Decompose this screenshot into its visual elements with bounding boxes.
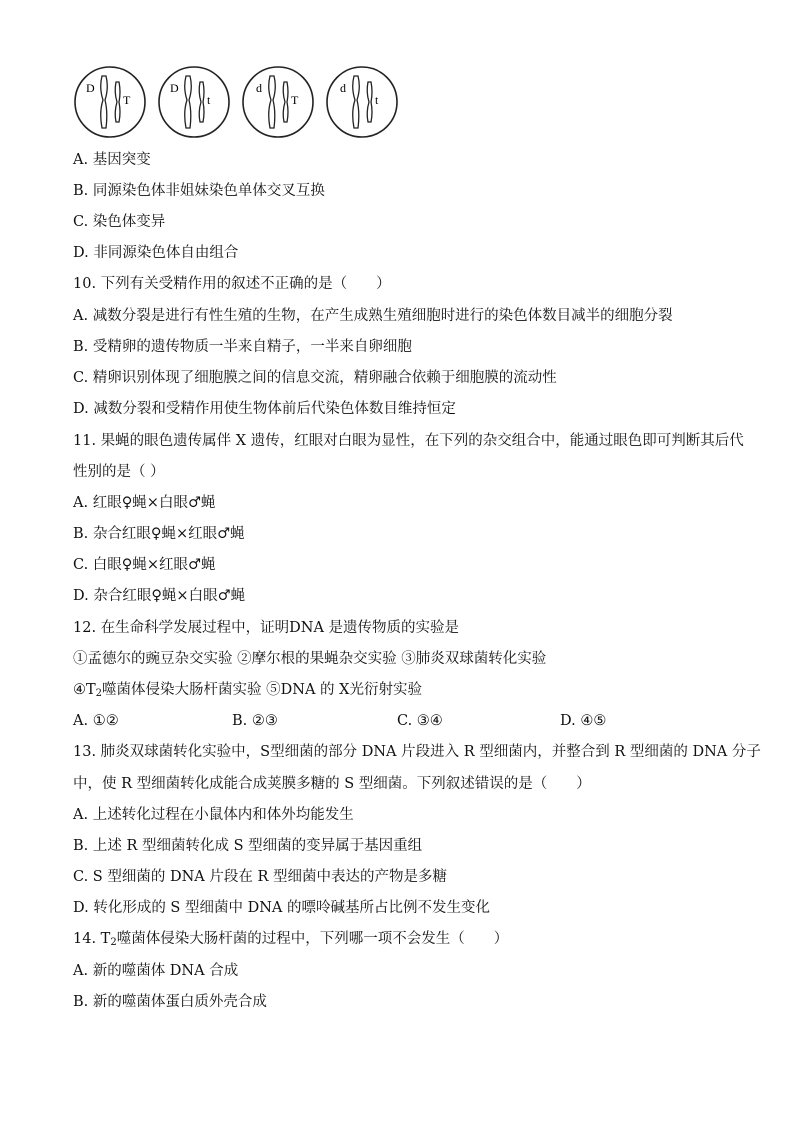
q13-option-a: A. 上述转化过程在小鼠体内和体外均能发生 <box>73 807 354 823</box>
q13-stem-line2: 中，使 R 型细菌转化成能合成荚膜多糖的 S 型细菌。下列叙述错误的是（ ） <box>73 776 591 792</box>
q11-option-a: A. 红眼♀蝇×白眼♂蝇 <box>73 495 216 511</box>
q10-option-a: A. 减数分裂是进行有性生殖的生物，在产生成熟生殖细胞时进行的染色体数目减半的细胞分裂 <box>73 308 673 324</box>
q9-option-d: D. 非同源染色体自由组合 <box>73 245 239 261</box>
q12-items-line1: ①孟德尔的豌豆杂交实验 ②摩尔根的果蝇杂交实验 ③肺炎双球菌转化实验 <box>73 651 547 667</box>
q11-option-b: B. 杂合红眼♀蝇×红眼♂蝇 <box>73 526 245 542</box>
q9-option-c: C. 染色体变异 <box>73 214 166 230</box>
q12-option-d: D. ④⑤ <box>560 713 607 729</box>
cell-1 <box>72 64 148 140</box>
q12-option-c: C. ③④ <box>397 713 443 729</box>
cell-3-gene-a: d <box>256 81 262 95</box>
cell-3 <box>240 64 316 140</box>
q14-stem-sub: 2 <box>110 937 117 948</box>
q13-stem-line1: 13. 肺炎双球菌转化实验中，S型细菌的部分 DNA 片段进入 R 型细菌内，并整合到 R 型细菌的 DNA 分子 <box>73 744 761 760</box>
q14-stem-post: 噬菌体侵染大肠杆菌的过程中，下列哪一项不会发生（ ） <box>116 931 509 947</box>
q14-stem <box>73 929 508 953</box>
q13-option-b: B. 上述 R 型细菌转化成 S 型细菌的变异属于基因重组 <box>73 838 423 854</box>
q14-stem-pre: 14. T <box>73 931 111 947</box>
q12-items-line2-pre: ④T <box>73 682 96 698</box>
q9-option-b: B. 同源染色体非姐妹染色单体交叉互换 <box>73 183 325 199</box>
cell-3-gene-b: T <box>291 93 299 107</box>
cell-1-gene-b: T <box>123 93 131 107</box>
q12-items-line2 <box>73 680 422 704</box>
q12-option-a: A. ①② <box>73 713 119 729</box>
cell-1-gene-a: D <box>86 81 95 95</box>
cell-2-gene-a: D <box>170 81 179 95</box>
q10-stem: 10. 下列有关受精作用的叙述不正确的是（ ） <box>73 276 391 292</box>
q13-option-c: C. S 型细菌的 DNA 片段在 R 型细菌中表达的产物是多糖 <box>73 869 447 885</box>
q11-option-c: C. 白眼♀蝇×红眼♂蝇 <box>73 557 216 573</box>
q14-option-b: B. 新的噬菌体蛋白质外壳合成 <box>73 994 267 1010</box>
q10-option-c: C. 精卵识别体现了细胞膜之间的信息交流，精卵融合依赖于细胞膜的流动性 <box>73 370 557 386</box>
cell-4-gene-b: t <box>375 93 379 107</box>
q12-items-line2-post: 噬菌体侵染大肠杆菌实验 ⑤DNA 的 X光衍射实验 <box>102 682 422 698</box>
cell-2 <box>156 64 232 140</box>
q11-stem-line2: 性别的是（ ） <box>73 464 165 480</box>
q11-option-d: D. 杂合红眼♀蝇×白眼♂蝇 <box>73 588 246 604</box>
q13-option-d: D. 转化形成的 S 型细菌中 DNA 的嘌呤碱基所占比例不发生变化 <box>73 900 490 916</box>
q12-option-b: B. ②③ <box>232 713 278 729</box>
q10-option-d: D. 减数分裂和受精作用使生物体前后代染色体数目维持恒定 <box>73 401 456 417</box>
q12-items-line2-sub: 2 <box>95 688 103 699</box>
cell-4 <box>324 64 400 140</box>
q11-stem-line1: 11. 果蝇的眼色遗传属伴 X 遗传，红眼对白眼为显性，在下列的杂交组合中，能通过眼色即可判断其后代 <box>73 433 744 449</box>
cell-2-gene-b: t <box>207 93 211 107</box>
q10-option-b: B. 受精卵的遗传物质一半来自精子，一半来自卵细胞 <box>73 339 412 355</box>
q12-stem: 12. 在生命科学发展过程中，证明DNA 是遗传物质的实验是 <box>73 620 460 636</box>
q9-option-a: A. 基因突变 <box>73 152 151 168</box>
cell-4-gene-a: d <box>340 81 346 95</box>
chromosome-figure <box>70 64 400 144</box>
q14-option-a: A. 新的噬菌体 DNA 合成 <box>73 963 239 979</box>
